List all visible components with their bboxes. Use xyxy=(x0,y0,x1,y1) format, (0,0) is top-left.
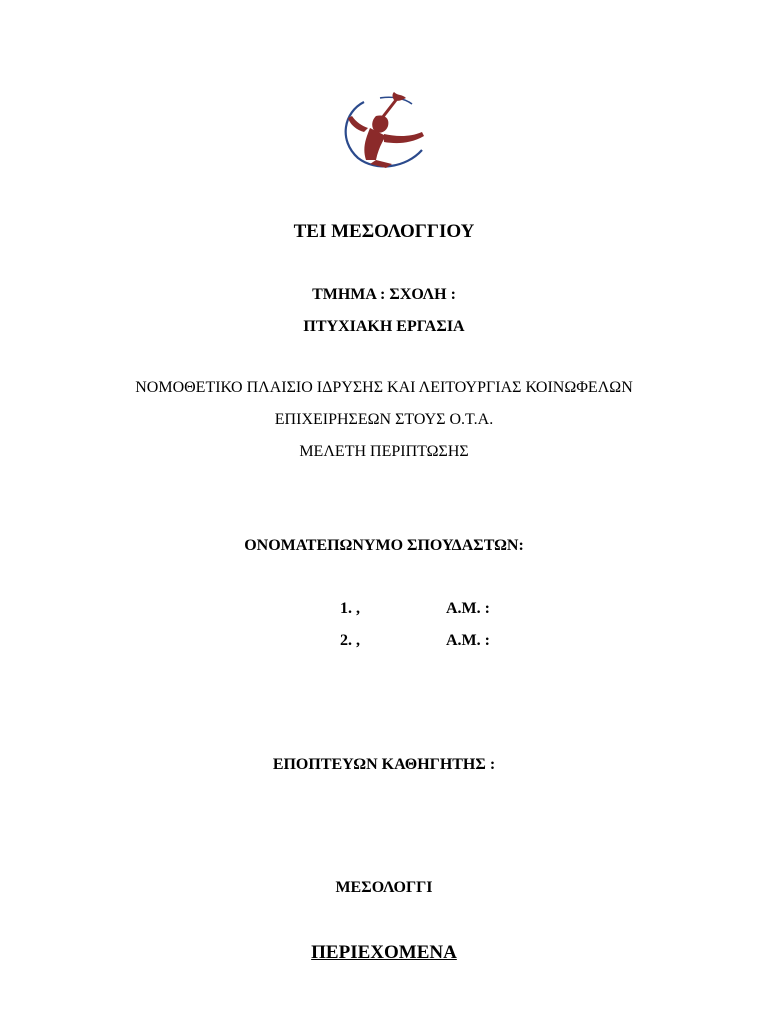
student-number-1: 1. , xyxy=(340,600,360,617)
thesis-topic-line-1: ΝΟΜΟΘΕΤΙΚΟ ΠΛΑΙΣΙΟ ΙΔΡΥΣΗΣ ΚΑΙ ΛΕΙΤΟΥΡΓΙΑΣ ΚΟΙΝΩΦΕΛΩΝ xyxy=(135,379,633,396)
student-number-2: 2. , xyxy=(340,632,360,649)
department-label: ΤΜΗΜΑ : ΣΧΟΛΗ : xyxy=(312,286,456,303)
thesis-topic-line-3: ΜΕΛΕΤΗ ΠΕΡΙΠΤΩΣΗΣ xyxy=(299,443,469,460)
institution-title: ΤΕΙ ΜΕΣΟΛΟΓΓΙΟΥ xyxy=(293,221,475,242)
student-am-label-2: Α.Μ. : xyxy=(446,632,490,649)
contents-heading: ΠΕΡΙΕΧΟΜΕΝΑ xyxy=(311,942,457,963)
supervisor-label: ΕΠΟΠΤΕΥΩΝ ΚΑΘΗΓΗΤΗΣ : xyxy=(272,756,496,773)
thesis-topic-line-2: ΕΠΙΧΕΙΡΗΣΕΩΝ ΣΤΟΥΣ Ο.Τ.Α. xyxy=(274,411,494,428)
city-label: ΜΕΣΟΛΟΓΓΙ xyxy=(335,879,433,896)
document-type: ΠΤΥΧΙΑΚΗ ΕΡΓΑΣΙΑ xyxy=(303,318,465,335)
student-am-label-1: Α.Μ. : xyxy=(446,600,490,617)
torch-runner-emblem-icon xyxy=(336,88,436,170)
students-heading: ΟΝΟΜΑΤΕΠΩΝΥΜΟ ΣΠΟΥΔΑΣΤΩΝ: xyxy=(244,537,524,554)
